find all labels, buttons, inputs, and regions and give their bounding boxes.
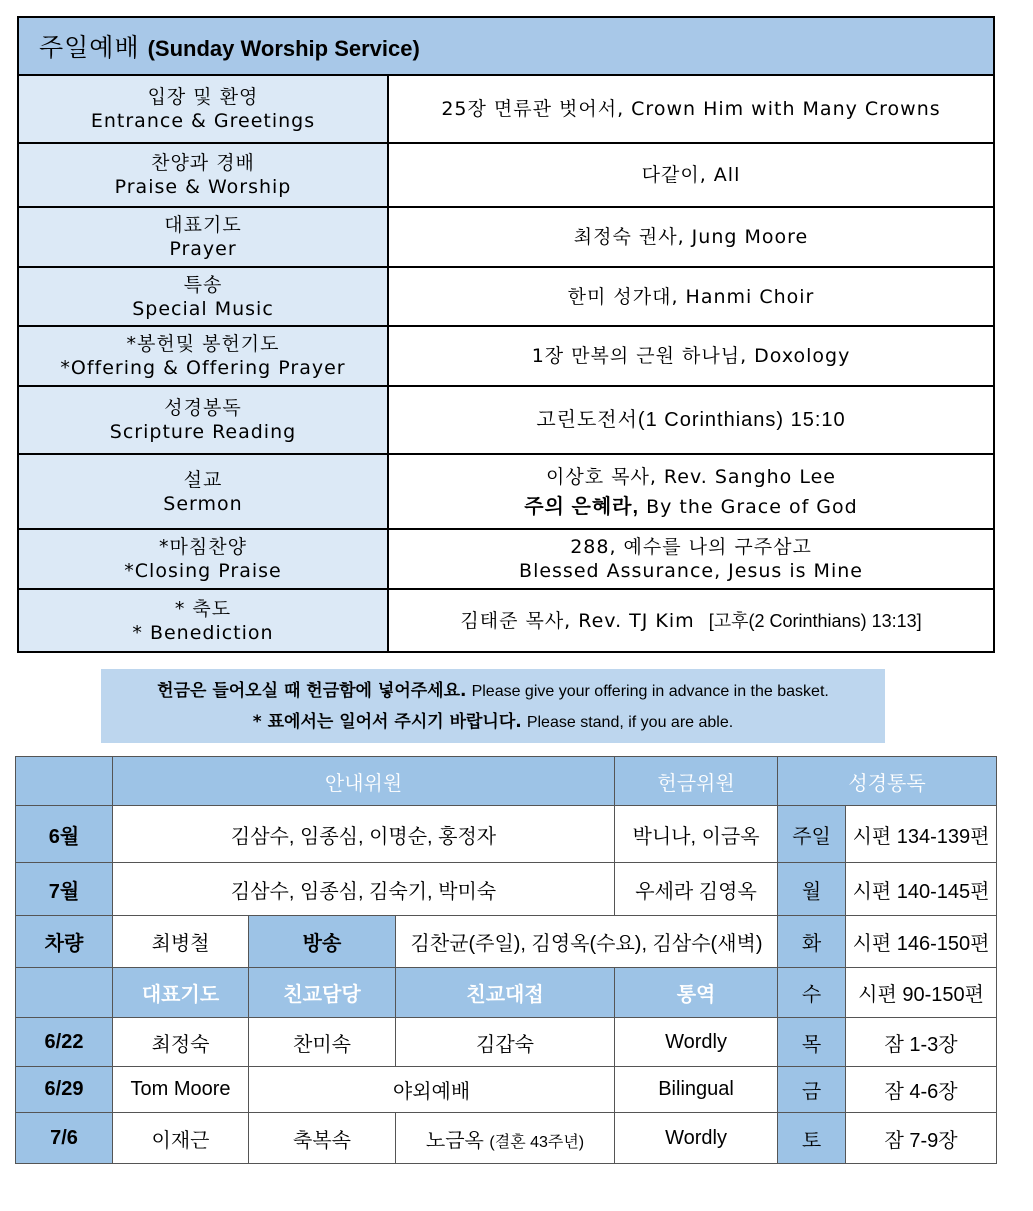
label-ko: *마침찬양 <box>159 536 247 558</box>
day-cell: 토 <box>778 1113 846 1164</box>
label-ko: * 축도 <box>174 597 232 620</box>
hospitality-name: 노금옥 <box>425 1129 484 1152</box>
row-label <box>18 143 388 207</box>
row-label <box>18 207 388 267</box>
worship-title-ko: 주일예배 <box>39 33 140 62</box>
day-cell: 주일 <box>778 806 846 863</box>
schedule-table <box>15 756 997 1164</box>
subheader-hospitality: 친교대접 <box>396 968 615 1018</box>
car-value: 최병철 <box>113 916 249 968</box>
prayer-cell: Tom Moore <box>113 1067 249 1113</box>
label-en: * Benediction <box>132 621 274 644</box>
closing-hymn-en: Blessed Assurance, Jesus is Mine <box>519 560 863 582</box>
notice-line2-en: Please stand, if you are able. <box>526 714 734 731</box>
worship-title-en: (Sunday Worship Service) <box>147 36 420 61</box>
header-ushers: 안내위원 <box>113 757 615 806</box>
fellowship-cell: 찬미속 <box>249 1018 396 1067</box>
label-ko: 설교 <box>183 468 223 491</box>
benediction-value: 김태준 목사, Rev. TJ Kim <box>460 609 695 632</box>
sermon-title-ko: 주의 은혜라, <box>524 495 640 518</box>
benediction-ref: [고후(2 Corinthians) 13:13] <box>708 610 922 631</box>
header-offering: 헌금위원 <box>615 757 778 806</box>
label-ko: 입장 및 환영 <box>147 86 259 108</box>
car-label: 차량 <box>16 916 113 968</box>
row-label <box>18 454 388 529</box>
row-label <box>18 386 388 454</box>
row-value <box>388 386 994 454</box>
prayer-cell: 이재근 <box>113 1113 249 1164</box>
row-value <box>388 529 994 589</box>
subheader-fellowship: 친교담당 <box>249 968 396 1018</box>
header-bible: 성경통독 <box>778 757 997 806</box>
row-value: 최정숙 권사, Jung Moore <box>388 207 994 267</box>
label-ko: 특송 <box>183 273 223 296</box>
subheader-blank <box>16 968 113 1018</box>
worship-header <box>18 17 994 75</box>
date-label: 6/29 <box>16 1067 113 1113</box>
reading-cell: 시편 90-150편 <box>846 968 997 1018</box>
reading-cell: 시편 146-150편 <box>846 916 997 968</box>
reading-cell: 잠 1-3장 <box>846 1018 997 1067</box>
offering-notice <box>101 669 885 743</box>
notice-line-2 <box>101 707 885 738</box>
row-value <box>388 454 994 529</box>
day-cell: 화 <box>778 916 846 968</box>
offering-cell: 박니나, 이금옥 <box>615 806 778 863</box>
reading-cell: 시편 140-145편 <box>846 863 997 916</box>
notice-line1-en: Please give your offering in advance in the basket. <box>471 683 829 700</box>
label-en: *Offering & Offering Prayer <box>60 357 346 379</box>
row-label <box>18 75 388 143</box>
date-label: 7/6 <box>16 1113 113 1164</box>
label-en: Sermon <box>163 492 243 515</box>
day-cell: 금 <box>778 1067 846 1113</box>
label-ko: *봉헌및 봉헌기도 <box>126 333 280 355</box>
reading-cell: 시편 134-139편 <box>846 806 997 863</box>
month-label: 7월 <box>16 863 113 916</box>
hospitality-cell: 김갑숙 <box>396 1018 615 1067</box>
notice-line-1 <box>101 676 885 707</box>
sermon-title <box>389 492 993 522</box>
row-value: 한미 성가대, Hanmi Choir <box>388 267 994 326</box>
row-value <box>388 589 994 652</box>
label-en: Entrance & Greetings <box>90 110 316 132</box>
date-label: 6/22 <box>16 1018 113 1067</box>
label-en: Special Music <box>132 297 274 320</box>
day-cell: 월 <box>778 863 846 916</box>
notice-line2-ko: * 표에서는 일어서 주시기 바랍니다. <box>252 712 522 732</box>
row-label <box>18 326 388 386</box>
notice-line1-ko: 헌금은 들어오실 때 헌금함에 넣어주세요. <box>157 681 467 701</box>
interpret-cell: Bilingual <box>615 1067 778 1113</box>
label-en: Praise & Worship <box>114 176 292 198</box>
offering-cell: 우세라 김영옥 <box>615 863 778 916</box>
day-cell: 목 <box>778 1018 846 1067</box>
interpret-cell: Wordly <box>615 1018 778 1067</box>
ushers-cell: 김삼수, 임종심, 이명순, 홍정자 <box>113 806 615 863</box>
day-cell: 수 <box>778 968 846 1018</box>
broadcast-label: 방송 <box>249 916 396 968</box>
worship-table <box>17 16 995 653</box>
hospitality-note: (결혼 43주년) <box>489 1133 585 1151</box>
label-ko: 대표기도 <box>164 214 242 236</box>
fellowship-cell: 축복속 <box>249 1113 396 1164</box>
header-blank <box>16 757 113 806</box>
interpret-cell: Wordly <box>615 1113 778 1164</box>
label-en: *Closing Praise <box>124 560 282 582</box>
row-value: 다같이, All <box>388 143 994 207</box>
month-label: 6월 <box>16 806 113 863</box>
row-label <box>18 267 388 326</box>
label-ko: 성경봉독 <box>164 397 242 419</box>
closing-hymn: 288, 예수를 나의 구주삼고 <box>570 536 812 558</box>
scripture-value: 고린도전서(1 Corinthians) 15:10 <box>536 409 846 431</box>
sermon-title-en: By the Grace of God <box>646 495 858 518</box>
reading-cell: 잠 4-6장 <box>846 1067 997 1113</box>
label-en: Scripture Reading <box>109 421 297 443</box>
reading-cell: 잠 7-9장 <box>846 1113 997 1164</box>
label-ko: 찬양과 경배 <box>151 152 255 174</box>
sermon-preacher: 이상호 목사, Rev. Sangho Lee <box>546 465 836 488</box>
label-en: Prayer <box>169 238 237 260</box>
prayer-cell: 최정숙 <box>113 1018 249 1067</box>
row-value: 25장 면류관 벗어서, Crown Him with Many Crowns <box>388 75 994 143</box>
broadcast-value: 김찬균(주일), 김영옥(수요), 김삼수(새벽) <box>396 916 778 968</box>
ushers-cell: 김삼수, 임종심, 김숙기, 박미숙 <box>113 863 615 916</box>
subheader-interpret: 통역 <box>615 968 778 1018</box>
row-label <box>18 529 388 589</box>
outdoor-service-cell: 야외예배 <box>249 1067 615 1113</box>
hospitality-cell <box>396 1113 615 1164</box>
row-value: 1장 만복의 근원 하나님, Doxology <box>388 326 994 386</box>
row-label <box>18 589 388 652</box>
subheader-prayer: 대표기도 <box>113 968 249 1018</box>
